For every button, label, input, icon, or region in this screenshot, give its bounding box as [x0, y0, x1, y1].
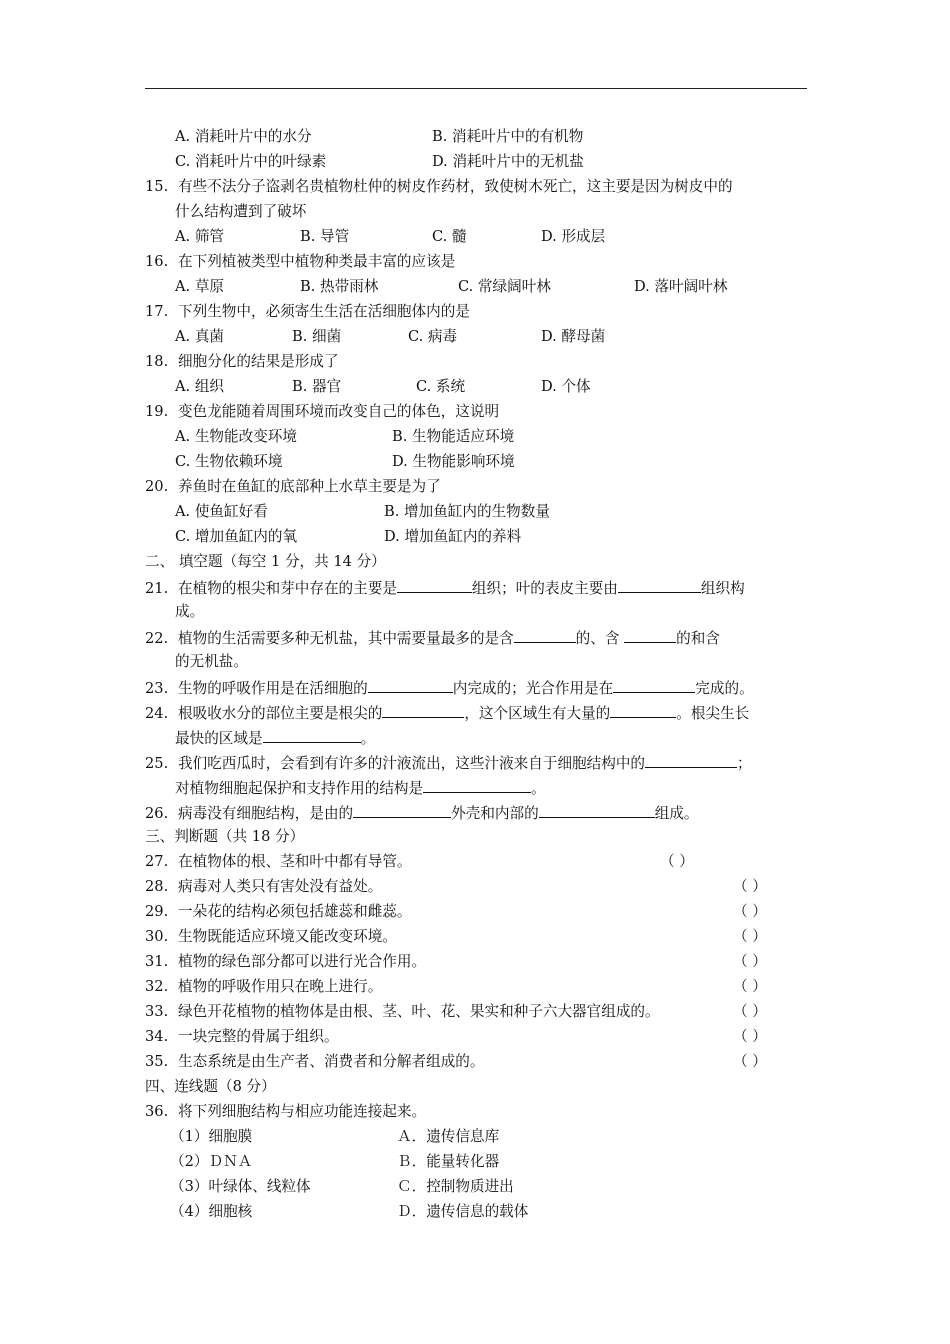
- answer-parentheses[interactable]: （ ）: [733, 953, 767, 970]
- answer-blank[interactable]: [423, 778, 531, 793]
- option-a: A. 消耗叶片中的水分: [175, 128, 312, 145]
- option-d: D. 形成层: [541, 228, 606, 245]
- question-text: 一块完整的骨属于组织。: [178, 1028, 339, 1045]
- option-b: B. 器官: [292, 378, 342, 395]
- answer-parentheses[interactable]: （ ）: [733, 878, 767, 895]
- question-text: 的、含: [575, 630, 625, 647]
- question-number: 35.: [145, 1053, 169, 1070]
- question-29: [145, 903, 412, 921]
- question-text: 在植物体的根、茎和叶中都有导管。: [178, 853, 412, 870]
- question-32: [145, 978, 382, 996]
- question-23: [145, 678, 754, 698]
- section-heading-true-false: 三、判断题（共 18 分）: [145, 828, 305, 845]
- question-text: 最快的区域是: [175, 730, 263, 747]
- question-number: 34.: [145, 1028, 169, 1045]
- question-number: 15.: [145, 178, 169, 195]
- question-number: 16.: [145, 253, 169, 270]
- question-text: 生物既能适应环境又能改变环境。: [178, 928, 397, 945]
- question-number: 24.: [145, 705, 169, 722]
- question-text: 在植物的根尖和芽中存在的主要是: [178, 580, 397, 597]
- answer-parentheses[interactable]: （ ）: [733, 903, 767, 920]
- answer-parentheses[interactable]: （ ）: [733, 978, 767, 995]
- answer-blank[interactable]: [645, 753, 737, 768]
- question-text: ，这个区域生有大量的: [464, 705, 611, 722]
- question-28: [145, 878, 382, 896]
- question-text: 外壳和内部的: [451, 805, 539, 822]
- answer-blank[interactable]: [514, 628, 576, 643]
- question-number: 26.: [145, 805, 169, 822]
- option-d: D. 酵母菌: [541, 328, 606, 345]
- question-text: 将下列细胞结构与相应功能连接起来。: [178, 1103, 427, 1120]
- answer-blank[interactable]: [353, 803, 451, 818]
- option-c: C. 消耗叶片中的叶绿素: [175, 153, 327, 170]
- option-c: C. 常绿阔叶林: [458, 278, 551, 295]
- question-text: 植物的绿色部分都可以进行光合作用。: [178, 953, 427, 970]
- question-number: 28.: [145, 878, 169, 895]
- question-text: 植物的呼吸作用只在晚上进行。: [178, 978, 383, 995]
- question-number: 32.: [145, 978, 169, 995]
- question-16: [145, 253, 455, 271]
- option-b: B. 增加鱼缸内的生物数量: [384, 503, 550, 520]
- option-b: B. 热带雨林: [300, 278, 379, 295]
- question-text: 根吸收水分的部位主要是根尖的: [178, 705, 383, 722]
- option-b: B. 导管: [300, 228, 350, 245]
- question-number: 22.: [145, 630, 169, 647]
- match-right-b[interactable]: Ｂ．能量转化器: [397, 1153, 500, 1170]
- match-left-3[interactable]: （3）叶绿体、线粒体: [170, 1178, 311, 1195]
- question-text: 对植物细胞起保护和支持作用的结构是: [175, 780, 424, 797]
- option-a: A. 筛管: [175, 228, 225, 245]
- match-right-a[interactable]: Ａ．遗传信息库: [397, 1128, 500, 1145]
- match-left-2[interactable]: （2）ＤＮＡ: [170, 1153, 253, 1170]
- question-text: 。根尖生长: [676, 705, 750, 722]
- question-text: 有些不法分子盗剥名贵植物杜仲的树皮作药材，致使树木死亡，这主要是因为树皮中的: [178, 178, 733, 195]
- question-27: [145, 853, 412, 871]
- answer-blank[interactable]: [618, 578, 701, 593]
- question-text: 在下列植被类型中植物种类最丰富的应该是: [178, 253, 456, 270]
- option-b: B. 细菌: [292, 328, 342, 345]
- question-25-cont: [175, 778, 546, 798]
- question-text: 组织；叶的表皮主要由: [471, 580, 618, 597]
- question-text: 生物的呼吸作用是在活细胞的: [178, 680, 368, 697]
- match-left-1[interactable]: （1）细胞膜: [170, 1128, 253, 1145]
- answer-parentheses[interactable]: （ ）: [733, 1003, 767, 1020]
- question-text: 。: [531, 780, 546, 797]
- question-number: 27.: [145, 853, 169, 870]
- answer-parentheses[interactable]: （ ）: [660, 853, 694, 870]
- option-b: B. 消耗叶片中的有机物: [432, 128, 584, 145]
- question-text: 养鱼时在鱼缸的底部种上水草主要是为了: [178, 478, 441, 495]
- question-19: [145, 403, 499, 421]
- question-number: 20.: [145, 478, 169, 495]
- question-text: 变色龙能随着周围环境而改变自己的体色，这说明: [178, 403, 500, 420]
- option-d: D. 消耗叶片中的无机盐: [432, 153, 584, 170]
- option-c: C. 髓: [432, 228, 467, 245]
- question-number: 30.: [145, 928, 169, 945]
- question-15: [145, 178, 733, 196]
- match-right-d[interactable]: Ｄ．遗传信息的载体: [397, 1203, 529, 1220]
- question-text: 我们吃西瓜时，会看到有许多的汁液流出，这些汁液来自于细胞结构中的: [178, 755, 646, 772]
- question-15-cont: 什么结构遭到了破坏: [175, 203, 307, 220]
- question-text: 病毒没有细胞结构，是由的: [178, 805, 354, 822]
- answer-blank[interactable]: [263, 728, 361, 743]
- option-d: D. 个体: [541, 378, 591, 395]
- question-18: [145, 353, 339, 371]
- question-21-cont: 成。: [175, 603, 205, 620]
- answer-blank[interactable]: [610, 703, 676, 718]
- section-heading-matching: 四、连线题（8 分）: [145, 1078, 276, 1095]
- question-text: 病毒对人类只有害处没有益处。: [178, 878, 383, 895]
- option-c: C. 增加鱼缸内的氧: [175, 528, 298, 545]
- question-34: [145, 1028, 339, 1046]
- option-a: A. 草原: [175, 278, 225, 295]
- option-a: A. 生物能改变环境: [175, 428, 297, 445]
- question-number: 17.: [145, 303, 169, 320]
- option-d: D. 增加鱼缸内的养料: [384, 528, 522, 545]
- question-text: ；: [737, 755, 752, 772]
- question-24-cont: [175, 728, 375, 748]
- question-text: 。: [360, 730, 376, 747]
- question-number: 23.: [145, 680, 169, 697]
- question-22-cont: 的无机盐。: [175, 653, 248, 670]
- match-right-c[interactable]: Ｃ．控制物质进出: [397, 1178, 514, 1195]
- question-text: 完成的。: [695, 680, 754, 697]
- option-c: C. 生物依赖环境: [175, 453, 283, 470]
- question-text: 组织构: [700, 580, 745, 597]
- answer-blank[interactable]: [539, 803, 655, 818]
- answer-blank[interactable]: [368, 678, 453, 693]
- question-text: 下列生物中，必须寄生生活在活细胞体内的是: [178, 303, 470, 320]
- option-c: C. 系统: [416, 378, 466, 395]
- answer-blank[interactable]: [382, 703, 464, 718]
- question-26: [145, 803, 699, 823]
- section-heading-fill-in: 二、 填空题（每空 1 分，共 14 分）: [145, 553, 386, 570]
- question-17: [145, 303, 470, 321]
- question-number: 18.: [145, 353, 169, 370]
- question-22: [145, 628, 720, 648]
- question-text: 一朵花的结构必须包括雄蕊和雌蕊。: [178, 903, 412, 920]
- answer-blank[interactable]: [397, 578, 472, 593]
- option-a: A. 组织: [175, 378, 225, 395]
- question-35: [145, 1053, 484, 1071]
- question-31: [145, 953, 426, 971]
- option-b: B. 生物能适应环境: [392, 428, 515, 445]
- answer-parentheses[interactable]: （ ）: [733, 1053, 767, 1070]
- question-number: 33.: [145, 1003, 169, 1020]
- answer-parentheses[interactable]: （ ）: [733, 928, 767, 945]
- question-text: 组成。: [654, 805, 699, 822]
- question-number: 19.: [145, 403, 169, 420]
- answer-blank[interactable]: [624, 628, 676, 643]
- header-rule: [145, 88, 807, 89]
- question-21: [145, 578, 745, 598]
- question-24: [145, 703, 749, 723]
- option-a: A. 使鱼缸好看: [175, 503, 268, 520]
- question-number: 29.: [145, 903, 169, 920]
- question-text: 绿色开花植物的植物体是由根、茎、叶、花、果实和种子六大器官组成的。: [178, 1003, 660, 1020]
- match-left-4[interactable]: （4）细胞核: [170, 1203, 253, 1220]
- question-36: [145, 1103, 426, 1121]
- question-number: 36.: [145, 1103, 169, 1120]
- option-d: D. 落叶阔叶林: [634, 278, 728, 295]
- answer-parentheses[interactable]: （ ）: [733, 1028, 767, 1045]
- question-text: 细胞分化的结果是形成了: [178, 353, 339, 370]
- question-text: 植物的生活需要多种无机盐，其中需要量最多的是含: [178, 630, 514, 647]
- question-33: [145, 1003, 660, 1021]
- question-number: 31.: [145, 953, 169, 970]
- option-d: D. 生物能影响环境: [392, 453, 515, 470]
- answer-blank[interactable]: [613, 678, 695, 693]
- question-25: [145, 753, 752, 773]
- question-text: 的和含: [676, 630, 720, 647]
- question-number: 25.: [145, 755, 169, 772]
- question-text: 内完成的；光合作用是在: [452, 680, 614, 697]
- question-30: [145, 928, 397, 946]
- option-c: C. 病毒: [408, 328, 458, 345]
- question-number: 21.: [145, 580, 169, 597]
- question-text: 生态系统是由生产者、消费者和分解者组成的。: [178, 1053, 485, 1070]
- question-20: [145, 478, 441, 496]
- option-a: A. 真菌: [175, 328, 225, 345]
